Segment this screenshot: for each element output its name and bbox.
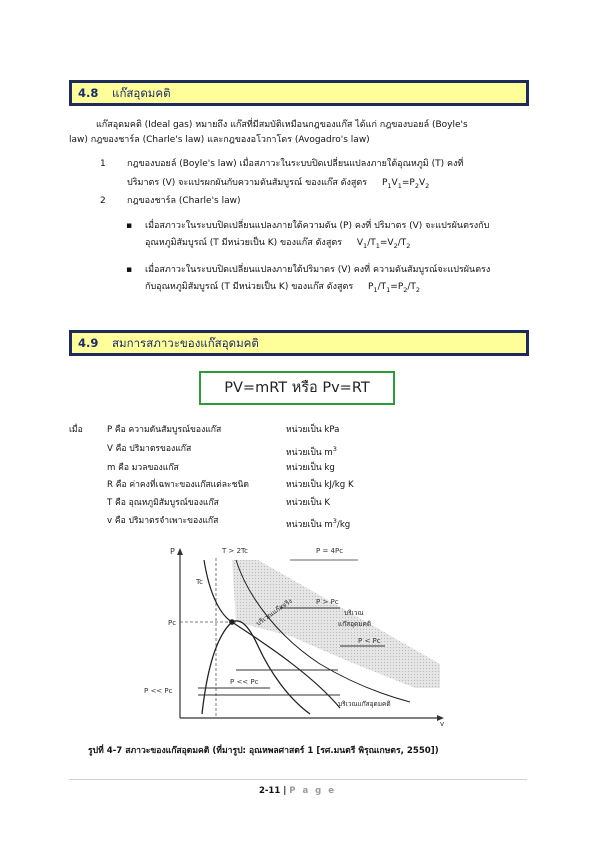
page-label: P a g e xyxy=(289,786,336,796)
definition-term: m คือ มวลของแก๊ส xyxy=(107,463,179,473)
section-number: 4.8 xyxy=(78,86,99,100)
axis-label-v: v xyxy=(440,720,445,726)
item-number: 1 xyxy=(100,159,106,169)
bullet-2-text: กับอุณหภูมิสัมบูรณ์ (T มีหน่วยเป็น K) ของแก๊ส ดังสูตร xyxy=(145,282,354,292)
pc-label: Pc xyxy=(168,619,177,627)
item-2-line-1: กฎของชาร์ล (Charle's law) xyxy=(127,196,241,206)
item-1-text: ปริมาตร (V) จะแปรผกผันกับความดันสัมบูรณ์ ของแก๊ส ดังสูตร xyxy=(127,178,368,188)
equation-box: PV=mRT หรือ Pv=RT xyxy=(199,371,395,405)
definition-unit: หน่วยเป็น $m^3/kg$ xyxy=(286,517,351,530)
definition-term: T คือ อุณหภูมิสัมบูรณ์ของแก๊ส xyxy=(107,498,219,508)
region-dense-label: บริเวณแก๊สจริง xyxy=(254,596,294,628)
bullet-1-line-1: เมื่อสภาวะในระบบปิดเปลี่ยนแปลงภายใต้ความดัน (P) คงที่ ปริมาตร (V) จะแปรผันตรงกับ xyxy=(145,221,490,231)
bullet-1-text: อุณหภูมิสัมบูรณ์ (T มีหน่วยเป็น K) ของแก๊ส ดังสูตร xyxy=(145,238,342,248)
section-header-4-9 xyxy=(69,330,529,356)
p-ll-label: P << Pc xyxy=(230,678,259,686)
definition-unit: หน่วยเป็น $m^3$ xyxy=(286,445,337,458)
bullet-2-line-2 xyxy=(145,281,420,297)
section-header-4-8 xyxy=(69,80,529,106)
page-footer xyxy=(0,786,595,796)
p-ll-left-label: P << Pc xyxy=(144,687,173,695)
pv-diagram xyxy=(140,538,460,726)
region-ideal-label-2: แก๊สอุดมคติ xyxy=(338,620,372,628)
where-label: เมื่อ xyxy=(69,425,83,435)
figure-caption: รูปที่ 4-7 สภาวะของแก๊สอุดมคติ (ที่มารูป: อุณหพลศาสตร์ 1 [รศ.มนตรี พิรุณเกษตร, 2550]) xyxy=(88,746,439,756)
item-1-formula: $P_1V_1=P_2V_2$ xyxy=(381,178,430,190)
item-1-line-1: กฎของบอยล์ (Boyle's law) เมื่อสภาวะในระบบปิดเปลี่ยนแปลงภายใต้อุณหภูมิ (T) คงที่ xyxy=(127,159,464,169)
p4-label: P = 4Pc xyxy=(316,547,344,555)
bullet-1-formula: $V_1/T_1=V_2/T_2$ xyxy=(356,238,411,250)
bullet-marker: ▪ xyxy=(126,221,133,231)
section-number: 4.9 xyxy=(78,336,99,350)
item-1-line-2 xyxy=(127,177,429,193)
bullet-2-formula: $P_1/T_1=P_2/T_2$ xyxy=(368,282,421,294)
region-bottom-label: บริเวณแก๊สอุดมคติ xyxy=(338,700,391,708)
definition-unit: หน่วยเป็น K xyxy=(286,498,331,508)
axis-label-p: P xyxy=(170,547,175,556)
item-number: 2 xyxy=(100,196,106,206)
intro-line-2: law) กฎของชาร์ล (Charle's law) และกฎของอโวกาโดร (Avogadro's law) xyxy=(69,135,370,145)
bullet-2-line-1: เมื่อสภาวะในระบบปิดเปลี่ยนแปลงภายใต้ปริมาตร (V) คงที่ ความดันสัมบูรณ์จะแปรผันตรง xyxy=(145,265,491,275)
footer-divider xyxy=(69,779,527,780)
p-lt-label: P < Pc xyxy=(358,637,381,645)
definition-term: v คือ ปริมาตรจำเพาะของแก๊ส xyxy=(107,516,219,526)
definition-unit: หน่วยเป็น kJ/kg K xyxy=(286,480,354,490)
definition-unit: หน่วยเป็น kPa xyxy=(286,425,340,435)
page-number: 2-11 xyxy=(258,786,281,796)
region-ideal-label-1: บริเวณ xyxy=(344,609,364,617)
definition-term: V คือ ปริมาตรของแก๊ส xyxy=(107,444,192,454)
arrow-icon xyxy=(177,548,183,555)
footer-separator: | xyxy=(280,786,290,796)
p-gt-label: P > Pc xyxy=(316,598,339,606)
definition-term: R คือ ค่าคงที่เฉพาะของแก๊สแต่ละชนิด xyxy=(107,480,249,490)
definition-unit: หน่วยเป็น kg xyxy=(286,463,335,473)
bullet-marker: ▪ xyxy=(126,265,133,275)
section-title: แก๊สอุดมคติ xyxy=(112,86,171,100)
intro-line-1: แก๊สอุดมคติ (Ideal gas) หมายถึง แก๊สที่มีสมบัติเหมือนกฎของแก๊ส ได้แก่ กฎของบอยล์ (Boyle's xyxy=(96,120,468,130)
t-label: T > 2Tc xyxy=(222,547,248,555)
definition-term: P คือ ความดันสัมบูรณ์ของแก๊ส xyxy=(107,425,222,435)
tc-label: Tc xyxy=(196,578,203,586)
section-title: สมการสภาวะของแก๊สอุดมคติ xyxy=(112,336,259,350)
bullet-1-line-2 xyxy=(145,237,410,253)
